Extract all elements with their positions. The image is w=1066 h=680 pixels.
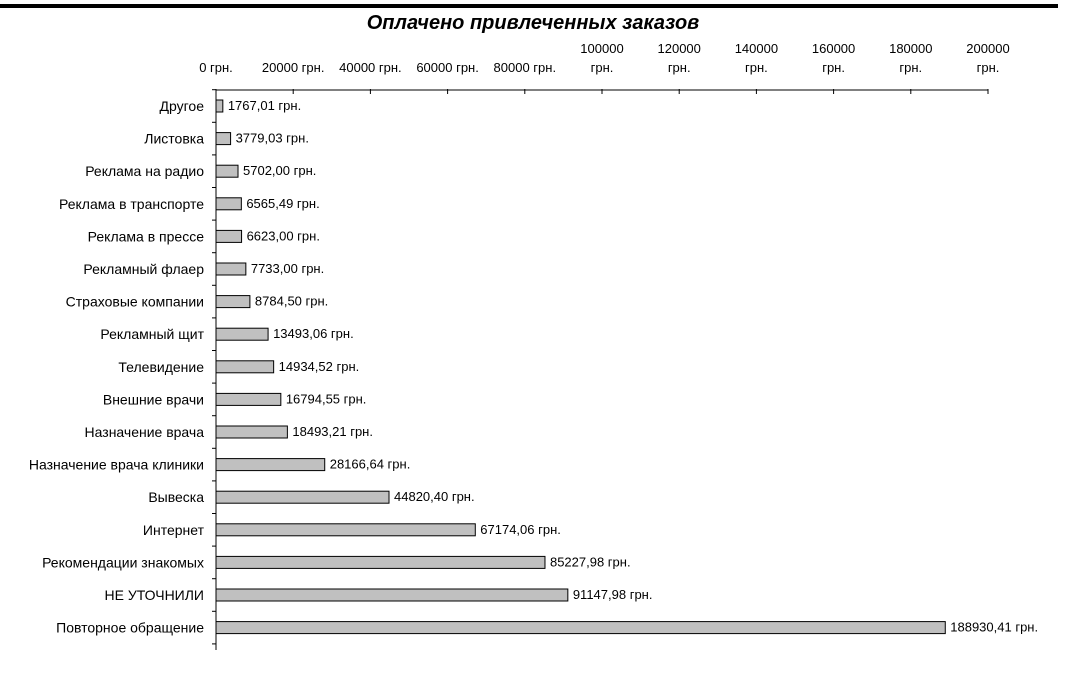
data-label: 44820,40 грн. bbox=[394, 489, 475, 505]
x-tick-label: 100000 грн. bbox=[580, 41, 624, 75]
category-label: Рекламный флаер bbox=[83, 261, 204, 277]
x-tick-label: 20000 грн. bbox=[261, 60, 325, 75]
category-label: Реклама в прессе bbox=[87, 228, 204, 245]
category-label: Другое bbox=[159, 98, 204, 114]
bar bbox=[216, 426, 287, 438]
x-tick-label: 60000 грн. bbox=[416, 60, 479, 75]
data-label: 13493,06 грн. bbox=[273, 326, 354, 342]
category-label: Страховые компании bbox=[65, 293, 204, 310]
category-label: Повторное обращение bbox=[56, 619, 204, 636]
data-label: 1767,01 грн. bbox=[227, 98, 302, 113]
chart-title: Оплачено привлеченных заказов bbox=[366, 12, 700, 34]
bar bbox=[216, 491, 389, 503]
x-tick-label: 140000 грн. bbox=[734, 41, 779, 75]
data-label: 8784,50 грн. bbox=[254, 293, 329, 309]
x-tick-label: 120000 грн. bbox=[657, 41, 701, 75]
category-label: Внешние врачи bbox=[102, 391, 204, 408]
bar bbox=[216, 393, 281, 405]
x-tick-label: 160000 грн. bbox=[811, 41, 856, 75]
data-label: 14934,52 грн. bbox=[278, 358, 360, 374]
bar bbox=[216, 459, 325, 471]
category-label: Реклама на радио bbox=[85, 163, 204, 180]
bar bbox=[216, 524, 475, 536]
bar bbox=[216, 622, 945, 634]
bar bbox=[216, 198, 241, 210]
category-label: НЕ УТОЧНИЛИ bbox=[104, 587, 204, 603]
data-label: 67174,06 грн. bbox=[480, 521, 561, 537]
category-label: Рекомендации знакомых bbox=[42, 554, 204, 571]
bar bbox=[216, 133, 231, 145]
x-tick-label: 200000 грн. bbox=[966, 41, 1010, 75]
data-label: 16794,55 грн. bbox=[285, 391, 367, 407]
x-tick-label: 0 грн. bbox=[199, 60, 233, 75]
x-tick-label: 180000 грн. bbox=[889, 41, 933, 75]
x-tick-label: 40000 грн. bbox=[339, 60, 402, 75]
category-label: Вывеска bbox=[148, 489, 204, 506]
data-label: 28166,64 грн. bbox=[329, 456, 411, 472]
data-label: 6565,49 грн. bbox=[246, 195, 320, 211]
category-label: Телевидение bbox=[118, 358, 204, 375]
data-label: 91147,98 грн. bbox=[572, 587, 653, 602]
data-label: 5702,00 грн. bbox=[243, 163, 317, 179]
category-label: Рекламный щит bbox=[100, 326, 204, 343]
category-label: Реклама в транспорте bbox=[59, 195, 204, 212]
bar bbox=[216, 296, 250, 308]
bar bbox=[216, 556, 545, 568]
bar bbox=[216, 165, 238, 177]
data-label: 18493,21 грн. bbox=[292, 424, 373, 439]
bar bbox=[216, 361, 274, 373]
category-label: Листовка bbox=[144, 130, 204, 147]
category-label: Интернет bbox=[142, 521, 204, 538]
data-label: 3779,03 грн. bbox=[235, 130, 309, 146]
bar bbox=[216, 100, 223, 112]
bar bbox=[216, 230, 242, 242]
data-label: 6623,00 грн. bbox=[246, 228, 320, 244]
bar bbox=[216, 263, 246, 275]
x-tick-label: 80000 грн. bbox=[493, 60, 557, 75]
data-label: 7733,00 грн. bbox=[250, 261, 325, 276]
data-label: 188930,41 грн. bbox=[950, 619, 1039, 635]
bar bbox=[216, 589, 568, 601]
data-label: 85227,98 грн. bbox=[549, 554, 631, 570]
bar bbox=[216, 328, 268, 340]
category-label: Назначение врача bbox=[84, 424, 204, 440]
category-label: Назначение врача клиники bbox=[28, 456, 204, 473]
